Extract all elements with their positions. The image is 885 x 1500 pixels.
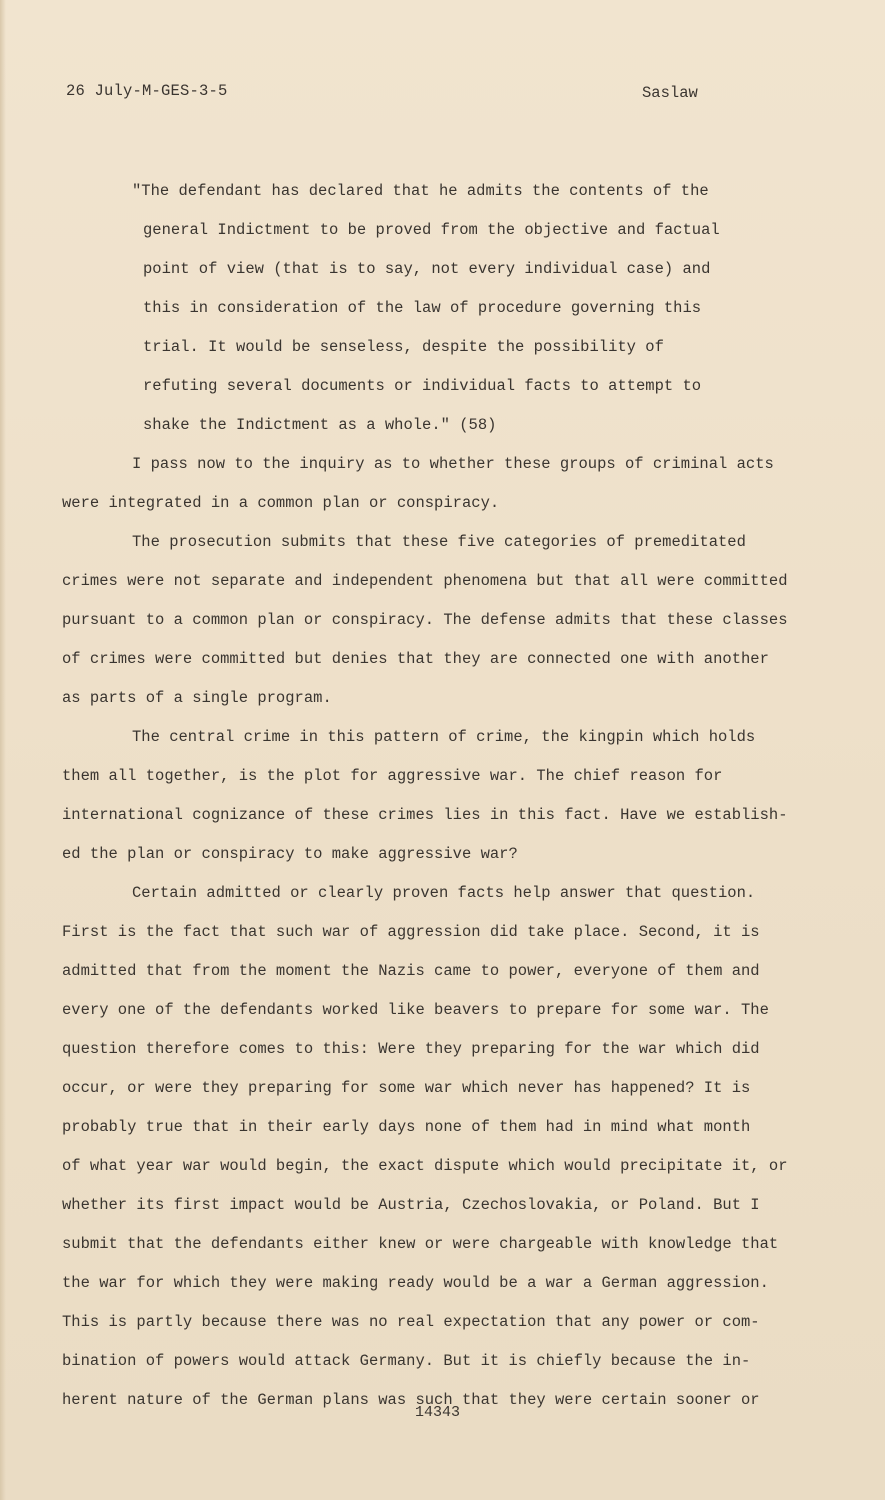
paragraph-central-crime — [62, 724, 832, 880]
paragraph-line: occur, or were they preparing for some war which never has happened? It is — [62, 1079, 751, 1097]
quote-line: trial. It would be senseless, despite the possibility of — [143, 338, 664, 356]
paragraph-line: pursuant to a common plan or conspiracy. The defense admits that these classes — [62, 611, 788, 629]
reporter-name: Saslaw — [642, 84, 698, 102]
paragraph-line: First is the fact that such war of aggression did take place. Second, it is — [62, 923, 760, 941]
paragraph-prosecution — [62, 529, 832, 724]
paragraph-line: The central crime in this pattern of crime, the kingpin which holds — [132, 728, 756, 746]
quote-line: "The defendant has declared that he admits the contents of the — [132, 182, 709, 200]
paragraph-line: probably true that in their early days none of them had in mind what month — [62, 1118, 751, 1136]
block-quote — [132, 178, 792, 451]
paragraph-line: of what year war would begin, the exact dispute which would precipitate it, or — [62, 1157, 788, 1175]
paragraph-line: submit that the defendants either knew or were chargeable with knowledge that — [62, 1235, 779, 1253]
paragraph-line: were integrated in a common plan or conspiracy. — [62, 494, 500, 512]
paragraph-line: the war for which they were making ready would be a war a German aggression. — [62, 1274, 769, 1292]
paragraph-line: whether its first impact would be Austria, Czechoslovakia, or Poland. But I — [62, 1196, 760, 1214]
paragraph-inquiry — [62, 451, 832, 529]
paragraph-line: international cognizance of these crimes lies in this fact. Have we establish- — [62, 806, 788, 824]
paragraph-line: question therefore comes to this: Were they preparing for the war which did — [62, 1040, 760, 1058]
paragraph-line: crimes were not separate and independent phenomena but that all were committed — [62, 572, 788, 590]
quote-line: refuting several documents or individual facts to attempt to — [143, 377, 702, 395]
paragraph-line: herent nature of the German plans was such that they were certain sooner or — [62, 1391, 760, 1409]
paragraph-line: bination of powers would attack Germany. But it is chiefly because the in- — [62, 1352, 751, 1370]
paragraph-line: This is partly because there was no real expectation that any power or com- — [62, 1313, 760, 1331]
paragraph-line: every one of the defendants worked like beavers to prepare for some war. The — [62, 1001, 769, 1019]
paragraph-line: I pass now to the inquiry as to whether these groups of criminal acts — [132, 455, 774, 473]
paragraph-facts — [62, 880, 832, 1426]
paragraph-line: admitted that from the moment the Nazis came to power, everyone of them and — [62, 962, 760, 980]
file-code: 26 July-M-GES-3-5 — [66, 82, 228, 100]
paragraph-line: ed the plan or conspiracy to make aggressive war? — [62, 845, 518, 863]
paragraph-line: The prosecution submits that these five categories of premeditated — [132, 533, 746, 551]
page-number: 14343 — [415, 1404, 461, 1421]
quote-line: general Indictment to be proved from the objective and factual — [143, 221, 720, 239]
paragraph-line: them all together, is the plot for aggressive war. The chief reason for — [62, 767, 723, 785]
quote-line: this in consideration of the law of procedure governing this — [143, 299, 702, 317]
paragraph-line: as parts of a single program. — [62, 689, 332, 707]
paragraph-line: Certain admitted or clearly proven facts help answer that question. — [132, 884, 756, 902]
paragraph-line: of crimes were committed but denies that they are connected one with another — [62, 650, 769, 668]
quote-line: shake the Indictment as a whole." (58) — [143, 416, 497, 434]
page-edge — [0, 0, 6, 1500]
quote-line: point of view (that is to say, not every individual case) and — [143, 260, 711, 278]
